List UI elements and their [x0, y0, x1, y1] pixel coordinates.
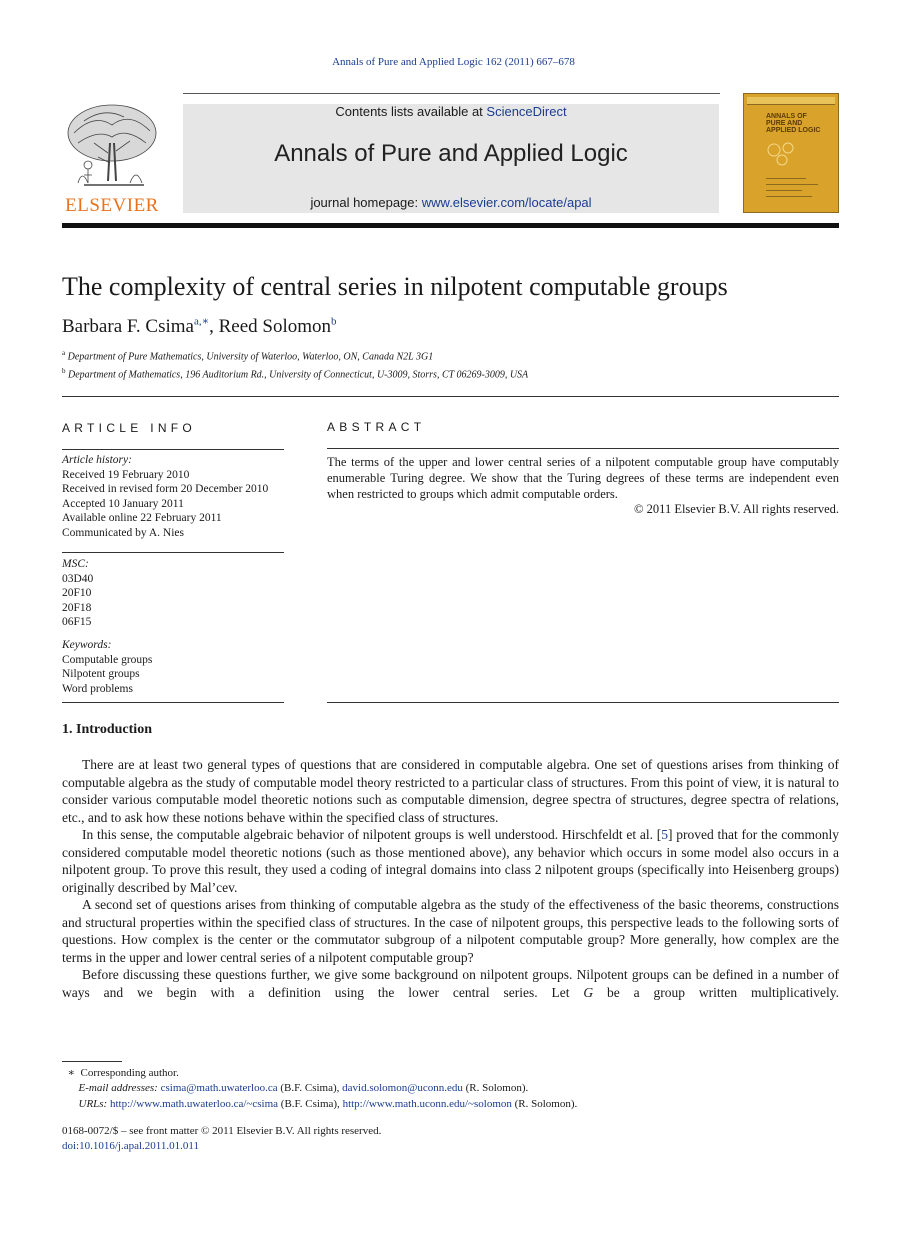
info-rule [62, 449, 284, 450]
msc-code: 20F10 [62, 587, 92, 599]
cover-text-line [766, 178, 806, 179]
journal-reference[interactable]: Annals of Pure and Applied Logic 162 (2011) 667–678 [332, 56, 575, 68]
journal-title: Annals of Pure and Applied Logic [274, 140, 628, 167]
footnote-star: ∗ [67, 1067, 75, 1079]
contents-prefix: Contents lists available at [335, 104, 487, 119]
homepage-line [183, 195, 719, 210]
sciencedirect-link[interactable]: ScienceDirect [486, 104, 567, 119]
url-owner: (B.F. Csima), [278, 1098, 343, 1110]
homepage-link[interactable]: www.elsevier.com/locate/apal [421, 195, 592, 210]
url-label: URLs: [78, 1098, 110, 1110]
keyword: Nilpotent groups [62, 668, 140, 680]
affiliation-b [62, 367, 528, 380]
abstract-copyright: © 2011 Elsevier B.V. All rights reserved. [634, 502, 839, 516]
journal-cover [743, 93, 839, 213]
cover-title-line: ANNALS OF [766, 113, 807, 120]
section-rule [62, 396, 839, 397]
article-info-heading: ARTICLE INFO [62, 421, 197, 435]
footnote-emails [62, 1082, 528, 1094]
paragraph-text: ] proved that for the commonly considered computable model theoretic notions (such as those mentioned above), any behavior which occurs in some model also occurs in a nilpotent group. To prove this result, they used a coding of integral domains into class 2 nilpotent groups (specifically into Heisenberg groups) originally described by Mal’cev. [62, 827, 839, 895]
contents-line [183, 104, 719, 119]
affil-mark: b [62, 367, 66, 375]
cover-title [766, 113, 820, 134]
affil-mark: a [62, 349, 66, 357]
article-history [62, 453, 268, 540]
msc-label: MSC: [62, 558, 89, 570]
keywords-block [62, 638, 152, 696]
history-revised: Received in revised form 20 December 2010 [62, 483, 269, 495]
doi-link[interactable]: doi:10.1016/j.apal.2011.01.011 [62, 1140, 199, 1152]
paragraph: A second set of questions arises from thinking of computable algebra as the study of the effectiveness of the basic theorems, constructions and structural properties within the specified class of structures. In the case of nilpotent groups, this perspective leads to the following sorts of questions. How complex is the center or the commutator subgroup of a nilpotent computable group? More generally, how complex are the terms in the upper and lower central series of a nilpotent computable group? [62, 897, 839, 965]
cover-art-icon [764, 138, 804, 168]
info-rule [62, 552, 284, 553]
abstract-heading: ABSTRACT [327, 420, 426, 434]
author-affil-mark[interactable]: b [331, 315, 337, 328]
cover-text-line [766, 196, 812, 197]
paragraph [62, 966, 839, 1001]
abstract-text: The terms of the upper and lower central series of a nilpotent computable group have computably enumerable Turing degree. We show that the Turing degrees of these terms are independent even when restricted to groups which admit computable orders. [327, 455, 839, 501]
cover-top-band [747, 97, 835, 105]
elsevier-wordmark: ELSEVIER [65, 195, 159, 216]
paragraph: There are at least two general types of questions that are considered in computable algebra. One set of questions arises from thinking of computable algebra as the study of computable model theory restricted to a particular class of structures. From this point of view, it is natural to consider various computable model theoretic notions such as computable dimension, degree spectra of structures, degree spectra of relations, etc., and to ask how these notions behave within the specified class of structures. [62, 757, 839, 825]
affiliation-a [62, 349, 433, 362]
elsevier-logo [62, 103, 162, 215]
history-received: Received 19 February 2010 [62, 468, 190, 481]
email-link[interactable]: david.solomon@uconn.edu [342, 1082, 463, 1094]
elsevier-tree-icon [64, 103, 160, 193]
journal-header-box [183, 104, 719, 213]
abstract-rule [327, 702, 839, 703]
front-matter-line: 0168-0072/$ – see front matter © 2011 Elsevier B.V. All rights reserved. [62, 1125, 382, 1137]
footnote-urls [62, 1098, 577, 1110]
section-heading: 1. Introduction [62, 722, 152, 737]
affil-text: Department of Pure Mathematics, University of Waterloo, Waterloo, ON, Canada N2L 3G1 [67, 351, 434, 363]
keyword: Computable groups [62, 653, 153, 666]
url-link[interactable]: http://www.math.uconn.edu/~solomon [342, 1098, 512, 1110]
url-link[interactable]: http://www.math.uwaterloo.ca/~csima [109, 1098, 279, 1110]
cover-title-line: APPLIED LOGIC [766, 127, 821, 134]
header-thick-rule [62, 223, 839, 228]
author-separator: , [209, 316, 219, 337]
history-accepted: Accepted 10 January 2011 [62, 497, 184, 510]
history-communicated: Communicated by A. Nies [62, 526, 185, 539]
author-affil-mark[interactable]: a,∗ [193, 315, 210, 328]
msc-code: 06F15 [62, 616, 92, 628]
header-top-rule [183, 93, 720, 94]
email-owner: (R. Solomon). [462, 1082, 529, 1094]
email-link[interactable]: csima@math.uwaterloo.ca [160, 1082, 278, 1094]
keyword: Word problems [62, 682, 133, 695]
paragraph-text: Before discussing these questions further, we give some background on nilpotent groups. Nilpotent groups can be defined in a number of ways and we begin with a definition using the lower central series. Let [62, 967, 839, 1000]
author-list [62, 316, 337, 338]
affil-text: Department of Mathematics, 196 Auditorium Rd., University of Connecticut, U-3009, Storrs, CT 06269-3009, USA [68, 369, 529, 381]
url-owner: (R. Solomon). [511, 1098, 578, 1110]
author-name: Reed Solomon [218, 316, 332, 337]
footnote-text: Corresponding author. [80, 1067, 179, 1079]
email-owner: (B.F. Csima), [277, 1082, 343, 1094]
msc-block [62, 557, 93, 630]
cover-title-line: PURE AND [766, 120, 803, 127]
keywords-label: Keywords: [62, 639, 112, 651]
math-var: G [583, 984, 594, 1000]
msc-code: 20F18 [62, 601, 92, 614]
abstract-rule [327, 448, 839, 449]
article-title: The complexity of central series in nilpotent computable groups [62, 272, 728, 301]
paragraph [62, 826, 839, 896]
cover-text-line [766, 184, 818, 185]
info-rule [62, 702, 284, 703]
body-text [62, 756, 839, 1001]
homepage-prefix: journal homepage: [310, 195, 422, 210]
msc-code: 03D40 [62, 572, 94, 585]
history-online: Available online 22 February 2011 [62, 512, 222, 524]
citation-link[interactable]: 5 [661, 827, 669, 842]
footnote-corresponding [62, 1066, 179, 1079]
cover-text-line [766, 190, 802, 191]
author-name: Barbara F. Csima [62, 316, 194, 337]
history-label: Article history: [62, 454, 132, 466]
email-label: E-mail addresses: [78, 1082, 161, 1094]
paragraph-text: be a group written multiplicatively. [593, 984, 839, 1000]
footnote-rule [62, 1061, 122, 1062]
paragraph-text: In this sense, the computable algebraic behavior of nilpotent groups is well understood. Hirschfeldt et al. [ [82, 827, 662, 842]
